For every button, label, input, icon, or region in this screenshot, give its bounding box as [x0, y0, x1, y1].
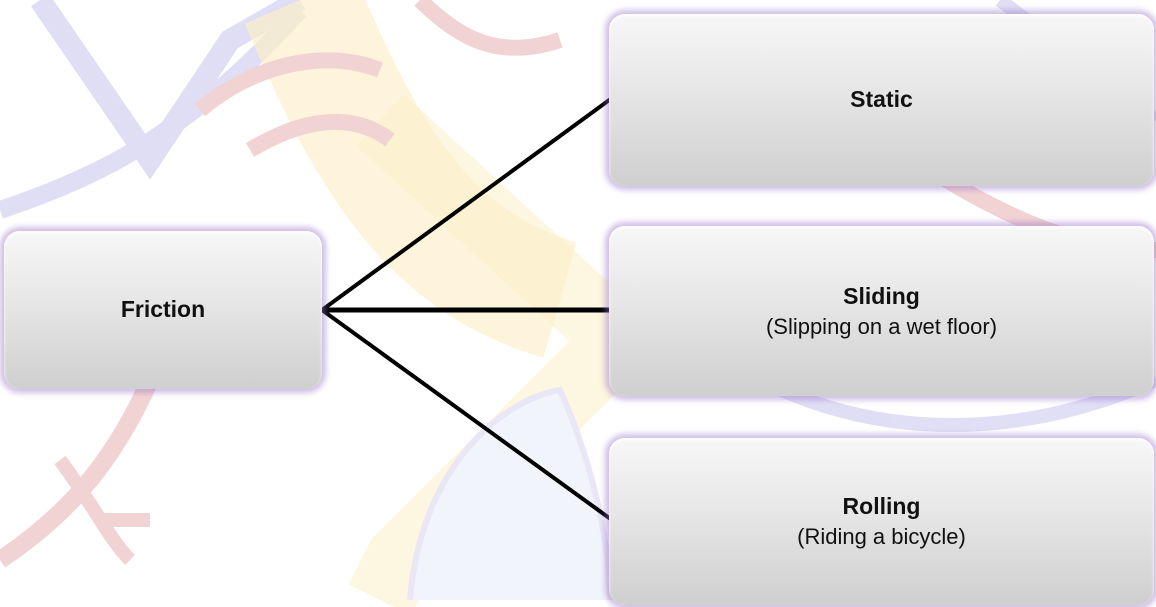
- friction-label: Friction: [120, 296, 206, 323]
- rolling-node: [609, 438, 1154, 605]
- connector-static: [322, 98, 612, 310]
- static-label: Static: [850, 86, 913, 113]
- rolling-example: (Riding a bicycle): [797, 524, 966, 550]
- sliding-node: [609, 226, 1154, 396]
- sliding-label: Sliding: [843, 282, 920, 309]
- connector-rolling: [322, 310, 612, 520]
- sliding-example: (Slipping on a wet floor): [765, 313, 998, 339]
- rolling-label: Rolling: [842, 493, 921, 520]
- friction-node: [4, 231, 322, 389]
- static-node: [609, 14, 1154, 186]
